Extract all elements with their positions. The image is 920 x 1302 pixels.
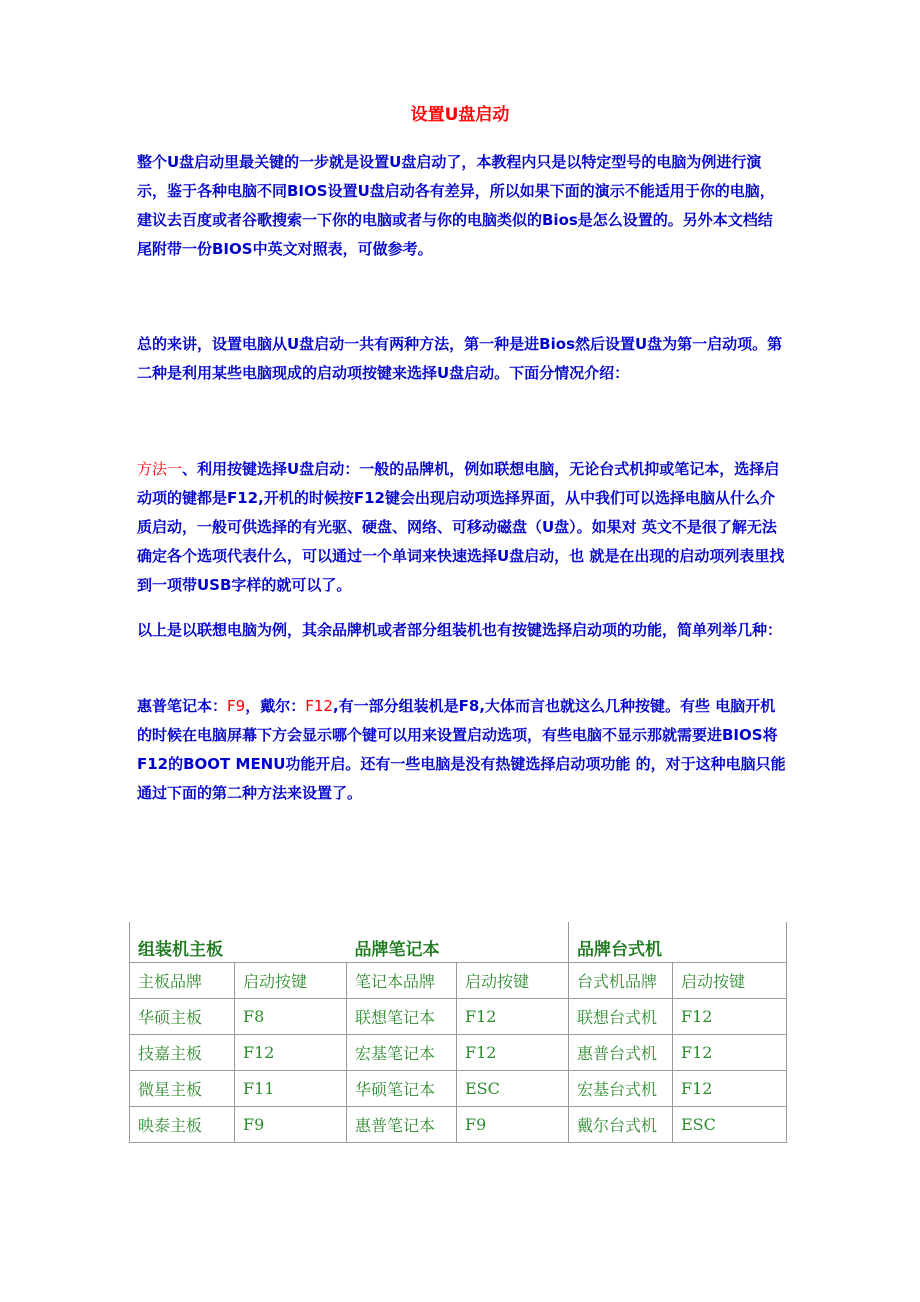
- table-cell: 微星主板: [130, 1071, 235, 1107]
- table-cell: 技嘉主板: [130, 1035, 235, 1071]
- separator: ，: [245, 697, 261, 715]
- table-cell: F9: [235, 1107, 347, 1143]
- table-cell: 映泰主板: [130, 1107, 235, 1143]
- table-cell: F8: [235, 999, 347, 1035]
- table-row: [130, 1107, 787, 1143]
- table-cell: F12: [457, 999, 569, 1035]
- column-header: 笔记本品牌: [347, 963, 457, 999]
- examples-paragraph: [137, 692, 787, 808]
- group-header-desktop: 品牌台式机: [569, 922, 787, 963]
- method1-text: 、利用按键选择U盘启动：一般的品牌机，例如联想电脑，无论台式机抑或笔记本，选择启动项的键都是F12,开机的时候按F12键会出现启动项选择界面，从中我们可以选择电脑从什么介质启动，一般可供选择的有光驱、硬盘、网络、可移动磁盘（U盘）。如果对 英文不是很了解无法确定各个选项代表什么，可以通过一个单词来快速选择U盘启动，也 就是在出现的启动项列表里找到一项带USB字样的就可以了。: [137, 460, 785, 594]
- table-cell: 华硕主板: [130, 999, 235, 1035]
- method1-label: 方法一: [137, 460, 183, 478]
- examples-rest-text: ,有一部分组装机是F8,大体而言也就这么几种按键。有些 电脑开机的时候在电脑屏幕下方会显示哪个键可以用来设置启动选项，有些电脑不显示那就需要进BIOS将F12的BOOT MENU功能开启。还有一些电脑是没有热键选择启动项功能 的，对于这种电脑只能通过下面的第二种方法来设置了。: [137, 697, 786, 802]
- table-row: [130, 999, 787, 1035]
- hp-key: F9: [227, 697, 246, 715]
- table-cell: 联想笔记本: [347, 999, 457, 1035]
- overview-paragraph: [137, 330, 787, 388]
- table-cell: F11: [235, 1071, 347, 1107]
- group-header-laptop: 品牌笔记本: [347, 922, 569, 963]
- hp-label: 惠普笔记本：: [137, 697, 228, 715]
- table-cell: 宏基笔记本: [347, 1035, 457, 1071]
- table-cell: F9: [457, 1107, 569, 1143]
- column-header: 启动按键: [673, 963, 787, 999]
- table-cell: 华硕笔记本: [347, 1071, 457, 1107]
- dell-label: 戴尔：: [260, 697, 306, 715]
- column-header: 启动按键: [235, 963, 347, 999]
- overview-text: 总的来讲，设置电脑从U盘启动一共有两种方法，第一种是进Bios然后设置U盘为第一启动项。第二种是利用某些电脑现成的启动项按键来选择U盘启动。下面分情况介绍：: [137, 335, 783, 382]
- table-group-header-row: [130, 922, 787, 963]
- examples-intro-text: 以上是以联想电脑为例，其余品牌机或者部分组装机也有按键选择启动项的功能，简单列举几种：: [137, 621, 783, 639]
- group-header-assembled: 组装机主板: [130, 922, 347, 963]
- dell-key: F12: [305, 697, 333, 715]
- method1-paragraph: [137, 455, 787, 600]
- table-cell: F12: [673, 1071, 787, 1107]
- table-cell: 宏基台式机: [569, 1071, 673, 1107]
- column-header: 启动按键: [457, 963, 569, 999]
- intro-text: 整个U盘启动里最关键的一步就是设置U盘启动了，本教程内只是以特定型号的电脑为例进行演示，鉴于各种电脑不同BIOS设置U盘启动各有差异，所以如果下面的演示不能适用于你的电脑，建议去百度或者谷歌搜索一下你的电脑或者与你的电脑类似的Bios是怎么设置的。另外本文档结尾附带一份BIOS中英文对照表，可做参考。: [137, 153, 775, 258]
- intro-paragraph: [137, 148, 787, 264]
- table-cell: ESC: [457, 1071, 569, 1107]
- table-row: [130, 1035, 787, 1071]
- column-header: 主板品牌: [130, 963, 235, 999]
- examples-intro-paragraph: [137, 616, 787, 645]
- table-cell: F12: [457, 1035, 569, 1071]
- table-cell: 惠普笔记本: [347, 1107, 457, 1143]
- boot-key-table: [129, 922, 787, 1143]
- table-cell: ESC: [673, 1107, 787, 1143]
- table-cell: F12: [673, 999, 787, 1035]
- column-header: 台式机品牌: [569, 963, 673, 999]
- table-row: [130, 1071, 787, 1107]
- table-cell: F12: [673, 1035, 787, 1071]
- table-column-header-row: [130, 963, 787, 999]
- table-cell: 惠普台式机: [569, 1035, 673, 1071]
- page-title: 设置U盘启动: [410, 105, 510, 125]
- table-cell: F12: [235, 1035, 347, 1071]
- table-cell: 戴尔台式机: [569, 1107, 673, 1143]
- table-cell: 联想台式机: [569, 999, 673, 1035]
